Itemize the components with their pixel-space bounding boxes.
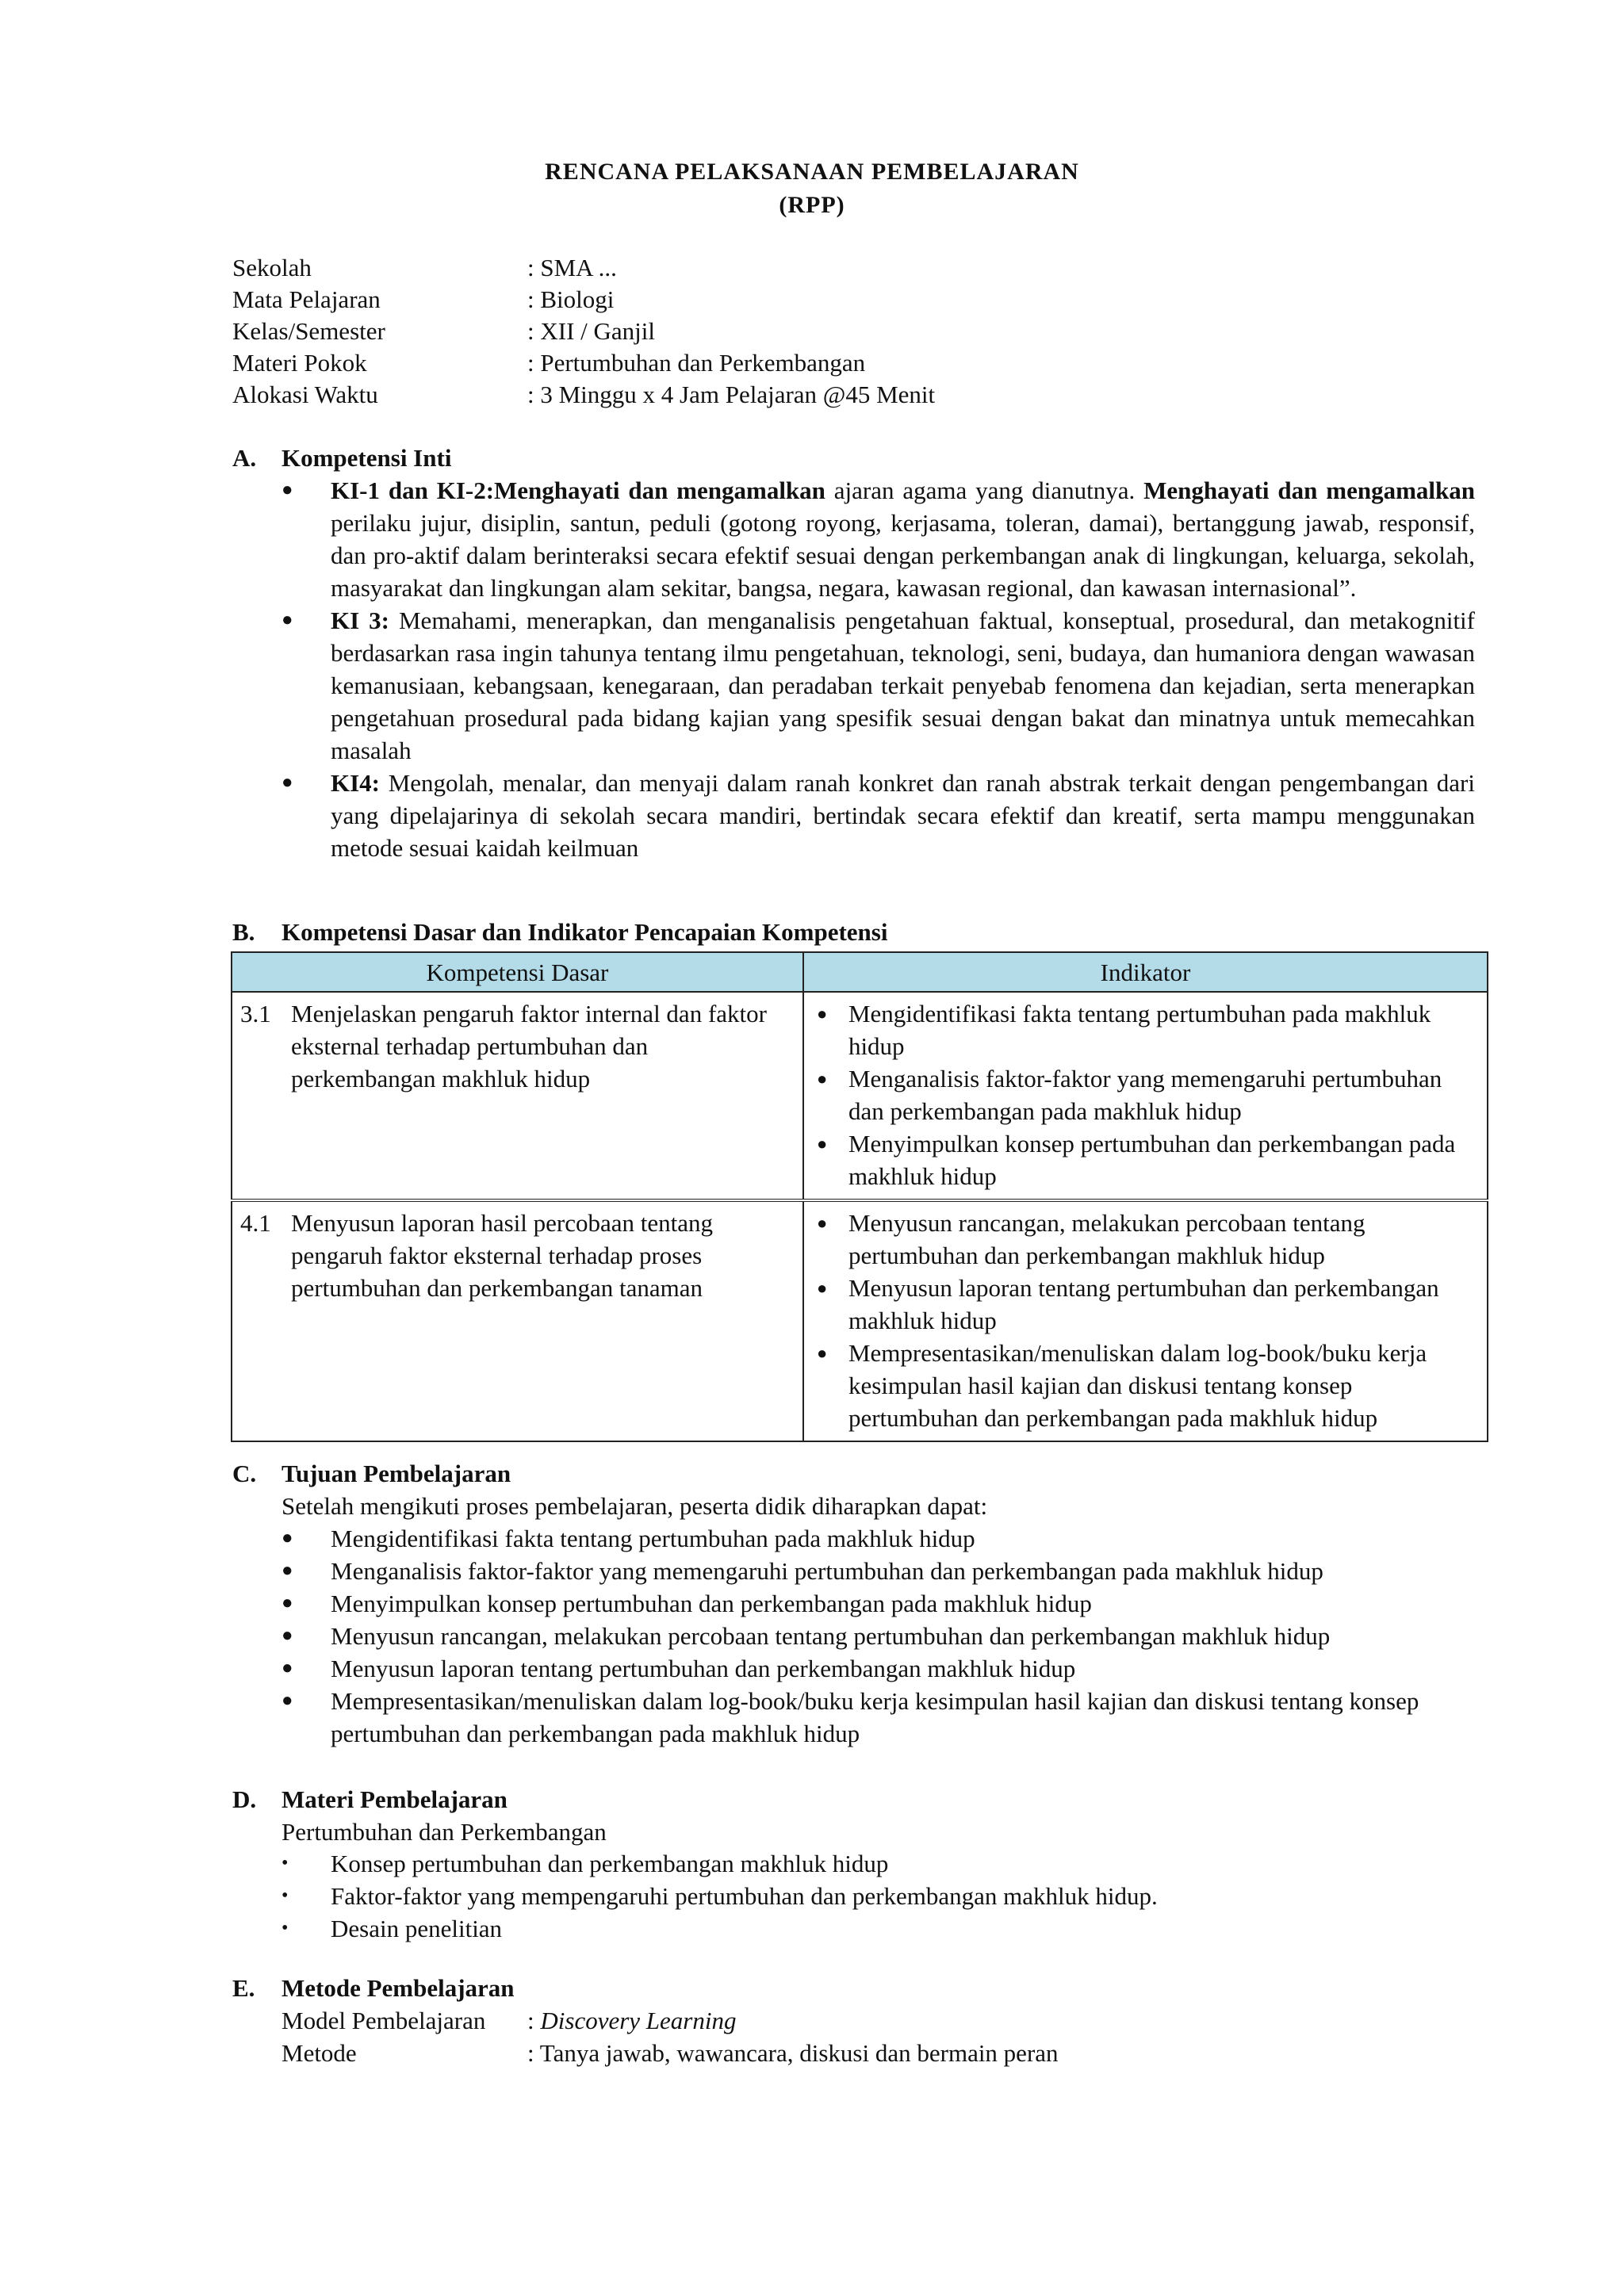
tujuan-text: Menyimpulkan konsep pertumbuhan dan perkembangan pada makhluk hidup	[331, 1590, 1092, 1617]
tujuan-text: Menganalisis faktor-faktor yang memengaruhi pertumbuhan dan perkembangan pada makhluk hidup	[331, 1557, 1323, 1585]
column-header-kd: Kompetensi Dasar	[232, 952, 803, 992]
bullet-icon: ●	[816, 1069, 828, 1089]
tujuan-text: Menyusun laporan tentang pertumbuhan dan perkembangan makhluk hidup	[331, 1655, 1076, 1682]
document-title: RENCANA PELAKSANAAN PEMBELAJARAN	[545, 159, 1079, 185]
kd-cell	[232, 992, 803, 1200]
kd-cell	[232, 1200, 803, 1441]
bullet-icon: ●	[282, 1690, 293, 1711]
kd-number: 3.1	[240, 1000, 271, 1027]
identity-value: : SMA ...	[527, 254, 617, 281]
section-d-heading	[232, 1783, 508, 1816]
section-letter: B.	[232, 918, 255, 946]
materi-text: Faktor-faktor yang mempengaruhi pertumbuhan dan perkembangan makhluk hidup.	[331, 1882, 1158, 1910]
indikator-item	[812, 1062, 1479, 1127]
ki-text	[331, 767, 1475, 864]
bullet-icon: •	[282, 1853, 289, 1873]
identity-row-kelas	[232, 315, 935, 346]
tujuan-text: Mempresentasikan/menuliskan dalam log-book/buku kerja kesimpulan hasil kajian dan diskusi tentang konsep pertumbuhan dan perkembangan pada makhluk hidup	[331, 1687, 1419, 1747]
document-subtitle: (RPP)	[779, 192, 845, 218]
materi-item	[282, 1880, 1475, 1912]
materi-item	[282, 1912, 1475, 1945]
identity-label: Alokasi Waktu	[232, 381, 378, 408]
bullet-icon: ●	[282, 1593, 293, 1613]
indikator-text: Menganalisis faktor-faktor yang memengaruhi pertumbuhan dan perkembangan pada makhluk hidup	[848, 1065, 1442, 1125]
bullet-icon: •	[282, 1885, 289, 1906]
bullet-icon: ●	[816, 1004, 828, 1024]
identity-row-sekolah	[232, 251, 935, 283]
section-c-intro: Setelah mengikuti proses pembelajaran, peserta didik diharapkan dapat:	[282, 1492, 988, 1520]
indikator-text: Menyimpulkan konsep pertumbuhan dan perkembangan pada makhluk hidup	[848, 1130, 1456, 1190]
section-e-heading	[232, 1972, 515, 2004]
indikator-text: Mengidentifikasi fakta tentang pertumbuhan pada makhluk hidup	[848, 1000, 1431, 1060]
section-a-list	[282, 474, 1475, 864]
table-header-row	[232, 952, 1488, 992]
tujuan-text: Mengidentifikasi fakta tentang pertumbuhan pada makhluk hidup	[331, 1525, 975, 1552]
bullet-icon: ●	[282, 772, 293, 793]
indikator-item	[812, 1272, 1479, 1337]
identity-label: Kelas/Semester	[232, 317, 385, 345]
table-row	[232, 992, 1488, 1200]
indikator-text: Menyusun rancangan, melakukan percobaan tentang pertumbuhan dan perkembangan makhluk hidup	[848, 1209, 1365, 1269]
section-title: Kompetensi Dasar dan Indikator Pencapaian Kompetensi	[282, 918, 888, 946]
model-colon: :	[527, 2007, 541, 2034]
ki-emphasis: Menghayati dan mengamalkan	[1143, 476, 1475, 504]
section-e-details	[282, 2004, 1059, 2069]
ki-item	[282, 474, 1475, 604]
model-value	[527, 2004, 736, 2037]
column-header-indikator: Indikator	[803, 952, 1488, 992]
tujuan-text: Menyusun rancangan, melakukan percobaan tentang pertumbuhan dan perkembangan makhluk hidup	[331, 1622, 1331, 1650]
indikator-item	[812, 1337, 1479, 1434]
indikator-cell	[803, 992, 1488, 1200]
section-a-heading	[232, 442, 451, 474]
bullet-icon: ●	[282, 1658, 293, 1678]
identity-value: : 3 Minggu x 4 Jam Pelajaran @45 Menit	[527, 381, 936, 408]
section-title: Materi Pembelajaran	[282, 1785, 508, 1813]
materi-item	[282, 1847, 1475, 1880]
bullet-icon: ●	[816, 1213, 828, 1233]
bullet-icon: ●	[282, 610, 293, 630]
indikator-cell	[803, 1200, 1488, 1441]
identity-row-alokasi	[232, 378, 935, 410]
ki-text	[331, 474, 1475, 604]
tujuan-item	[282, 1652, 1475, 1685]
section-c-heading	[232, 1457, 511, 1490]
bullet-icon: ●	[816, 1134, 828, 1154]
section-d-intro: Pertumbuhan dan Perkembangan	[282, 1818, 607, 1846]
identity-value: : Pertumbuhan dan Perkembangan	[527, 349, 866, 377]
section-letter: D.	[232, 1785, 257, 1813]
tujuan-item	[282, 1522, 1475, 1555]
identity-block	[232, 251, 935, 410]
identity-label: Sekolah	[232, 254, 312, 281]
indikator-item	[812, 1207, 1479, 1272]
section-c-list	[282, 1522, 1475, 1750]
bullet-icon: ●	[282, 1625, 293, 1646]
kd-number: 4.1	[240, 1209, 271, 1237]
bullet-icon: ●	[816, 1343, 828, 1363]
tujuan-item	[282, 1555, 1475, 1587]
tujuan-item	[282, 1587, 1475, 1620]
bullet-icon: ●	[282, 480, 293, 500]
identity-value: : XII / Ganjil	[527, 317, 655, 345]
ki-item	[282, 604, 1475, 767]
model-label: Model Pembelajaran	[282, 2007, 486, 2034]
bullet-icon: ●	[816, 1278, 828, 1298]
ki-label: KI 3:	[331, 607, 389, 634]
ki-label: KI4:	[331, 769, 380, 797]
materi-text: Konsep pertumbuhan dan perkembangan makhluk hidup	[331, 1850, 889, 1877]
model-row	[282, 2004, 1059, 2037]
bullet-icon: ●	[282, 1560, 293, 1581]
model-name: Discovery Learning	[540, 2007, 737, 2034]
ki-body: perilaku jujur, disiplin, santun, peduli (gotong royong, kerjasama, toleran, damai), bertanggung jawab, responsif, dan pro-aktif dalam berinteraksi secara efektif sesuai dengan perkembangan anak di lingkungan, keluarga, sekolah, masyarakat dan lingkungan alam sekitar, bangsa, negara, kawasan regional, dan kawasan internasional”.	[331, 509, 1475, 602]
section-title: Metode Pembelajaran	[282, 1974, 515, 2002]
method-label: Metode	[282, 2039, 357, 2067]
materi-text: Desain penelitian	[331, 1915, 503, 1942]
ki-body: Mengolah, menalar, dan menyaji dalam ranah konkret dan ranah abstrak terkait dengan pengembangan dari yang dipelajarinya di sekolah secara mandiri, bertindak secara efektif dan kreatif, serta mampu menggunakan metode sesuai kaidah keilmuan	[331, 769, 1475, 862]
table-row	[232, 1200, 1488, 1441]
ki-text	[331, 604, 1475, 767]
indikator-text: Mempresentasikan/menuliskan dalam log-book/buku kerja kesimpulan hasil kajian dan diskusi tentang konsep pertumbuhan dan perkembangan pada makhluk hidup	[848, 1339, 1427, 1432]
kd-text: Menyusun laporan hasil percobaan tentang pengaruh faktor eksternal terhadap proses pertumbuhan dan perkembangan tanaman	[291, 1209, 713, 1302]
tujuan-item	[282, 1685, 1475, 1750]
method-value: : Tanya jawab, wawancara, diskusi dan bermain peran	[527, 2039, 1059, 2067]
ki-item	[282, 767, 1475, 864]
section-d-list	[282, 1847, 1475, 1945]
identity-row-materi	[232, 346, 935, 378]
section-title: Tujuan Pembelajaran	[282, 1460, 511, 1487]
kd-text: Menjelaskan pengaruh faktor internal dan faktor eksternal terhadap pertumbuhan dan perkembangan makhluk hidup	[291, 1000, 767, 1093]
bullet-icon: •	[282, 1918, 289, 1938]
kompetensi-table	[231, 951, 1488, 1442]
section-letter: C.	[232, 1460, 257, 1487]
ki-body: Memahami, menerapkan, dan menganalisis pengetahuan faktual, konseptual, prosedural, dan metakognitif berdasarkan rasa ingin tahunya tentang ilmu pengetahuan, teknologi, seni, budaya, dan humaniora dengan wawasan kemanusiaan, kebangsaan, kenegaraan, dan peradaban terkait penyebab fenomena dan kejadian, serta menerapkan pengetahuan prosedural pada bidang kajian yang spesifik sesuai dengan bakat dan minatnya untuk memecahkan masalah	[331, 607, 1475, 764]
section-letter: A.	[232, 444, 257, 472]
identity-row-mapel	[232, 283, 935, 315]
identity-label: Materi Pokok	[232, 349, 367, 377]
ki-label: KI-1 dan KI-2:Menghayati dan mengamalkan	[331, 476, 825, 504]
section-title: Kompetensi Inti	[282, 444, 452, 472]
indikator-item	[812, 997, 1479, 1062]
identity-label: Mata Pelajaran	[232, 285, 381, 313]
bullet-icon: ●	[282, 1528, 293, 1548]
identity-value: : Biologi	[527, 285, 615, 313]
section-letter: E.	[232, 1974, 255, 2002]
ki-body: ajaran agama yang dianutnya.	[825, 476, 1144, 504]
tujuan-item	[282, 1620, 1475, 1652]
section-b-heading	[232, 916, 887, 948]
method-row	[282, 2037, 1059, 2069]
indikator-item	[812, 1127, 1479, 1192]
indikator-text: Menyusun laporan tentang pertumbuhan dan perkembangan makhluk hidup	[848, 1274, 1439, 1334]
